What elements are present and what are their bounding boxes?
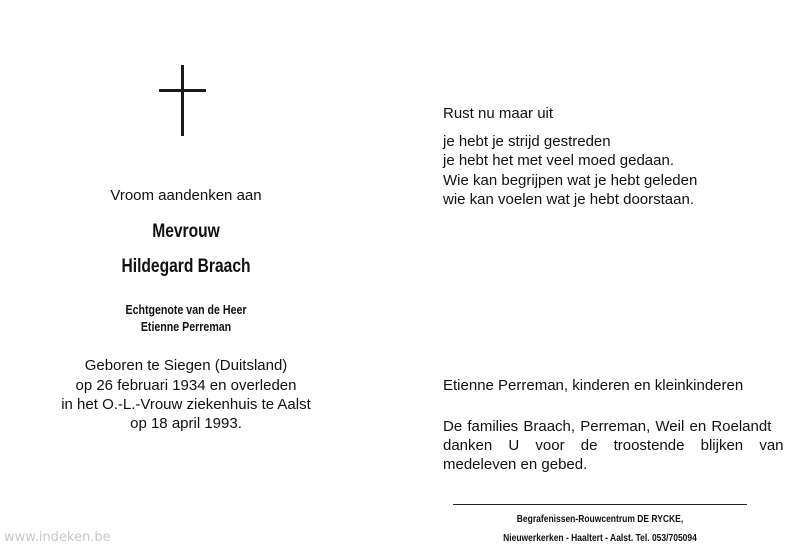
family-line: Etienne Perreman, kinderen en kleinkinderen [443, 377, 744, 394]
thanks-line: danken U voor de troostende blijken van [443, 437, 784, 454]
cross-vertical-bar [181, 65, 184, 136]
poem-line: Wie kan begrijpen wat je hebt geleden [443, 172, 698, 189]
thanks-line: De families Braach, Perreman, Weil en Roelandt [443, 418, 772, 435]
poem-line: wie kan voelen wat je hebt doorstaan. [443, 191, 694, 208]
watermark: www.indeken.be [4, 530, 111, 545]
cross-horizontal-bar [159, 89, 206, 92]
honorific-title: Mevrouw [152, 221, 220, 242]
bio-line: op 26 februari 1934 en overleden [75, 377, 297, 394]
bio-line: op 18 april 1993. [130, 415, 242, 432]
deceased-name: Hildegard Braach [121, 256, 251, 277]
spouse-name: Etienne Perreman [140, 320, 232, 334]
poem-line: je hebt het met veel moed gedaan. [443, 152, 674, 169]
bio-line: in het O.-L.-Vrouw ziekenhuis te Aalst [61, 396, 311, 413]
spouse-label: Echtgenote van de Heer [125, 303, 247, 317]
bio-line: Geboren te Siegen (Duitsland) [84, 357, 288, 374]
thanks-line: medeleven en gebed. [443, 456, 588, 473]
poem-line: je hebt je strijd gestreden [443, 133, 611, 150]
footer-divider [453, 504, 747, 505]
intro-text: Vroom aandenken aan [110, 187, 262, 204]
funeral-home-contact: Nieuwerkerken - Haaltert - Aalst. Tel. 053/705094 [503, 533, 697, 544]
funeral-home-name: Begrafenissen-Rouwcentrum DE RYCKE, [516, 514, 684, 525]
poem-line: Rust nu maar uit [443, 105, 554, 122]
